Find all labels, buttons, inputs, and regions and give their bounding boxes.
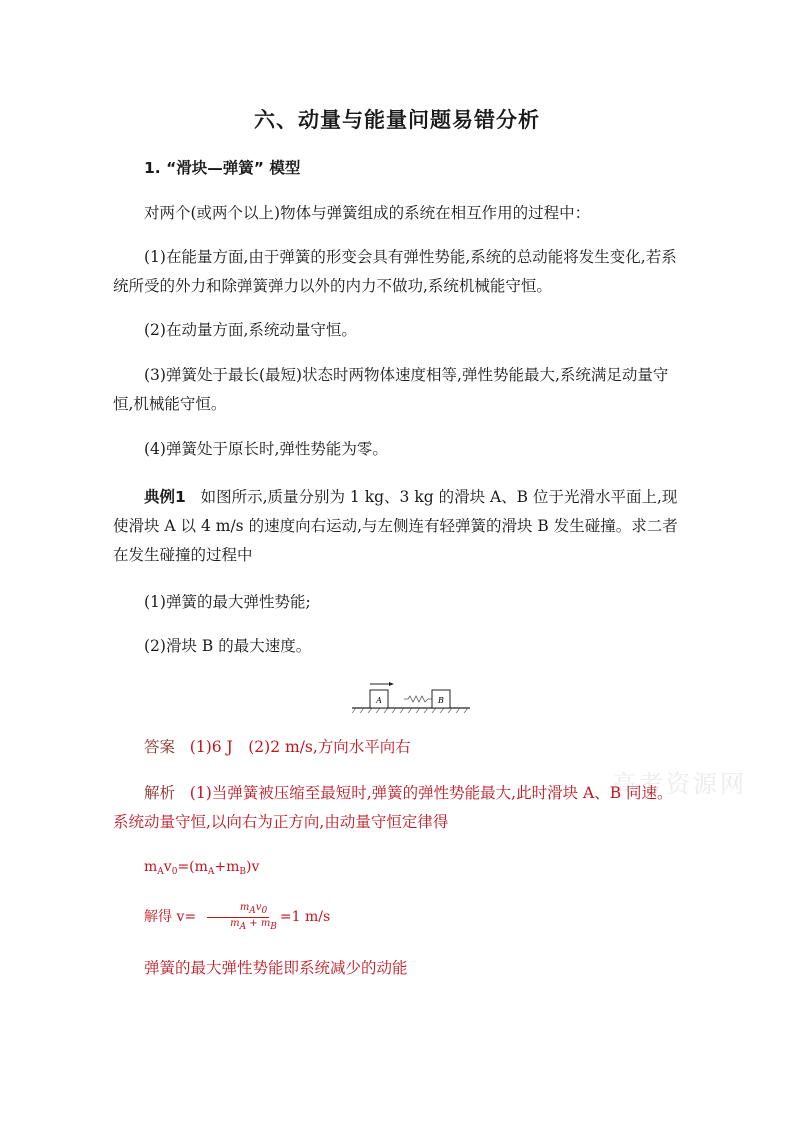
block-b-label: B	[438, 696, 444, 705]
page-title: 六、动量与能量问题易错分析	[254, 108, 540, 132]
example-paragraph	[113, 483, 685, 570]
section-heading: 1. “滑块—弹簧” 模型	[144, 159, 301, 177]
answer-paragraph	[113, 733, 685, 762]
point-3-paragraph: (3)弹簧处于最长(最短)状态时两物体速度相等,弹性势能最大,系统满足动量守恒,机械能守恒。	[113, 366, 669, 413]
point-2-paragraph: (2)在动量方面,系统动量守恒。	[144, 321, 357, 339]
analysis-paragraph	[113, 779, 685, 837]
velocity-arrowhead	[389, 682, 394, 686]
example-label: 典例1	[144, 488, 186, 506]
spring-block-diagram	[352, 680, 472, 716]
intro-paragraph: 对两个(或两个以上)物体与弹簧组成的系统在相互作用的过程中：	[144, 204, 591, 222]
solution-equation: 解得 v= $\frac{\text{mAv0}}{mA + mB}$ =1 m/s	[144, 901, 331, 932]
point-1-paragraph: (1)在能量方面,由于弹簧的形变会具有弹性势能,系统的总动能将发生变化,若系统所受的外力和除弹簧弹力以外的内力不做功,系统机械能守恒。	[113, 248, 677, 295]
point-4-paragraph: (4)弹簧处于原长时,弹性势能为零。	[144, 440, 388, 458]
analysis-text: (1)当弹簧被压缩至最短时,弹簧的弹性势能最大,此时滑块 A、B 同速。系统动量守恒,以向右为正方向,由动量守恒定律得	[113, 784, 673, 831]
ground-hatch	[352, 708, 468, 713]
analysis-conclusion: 弹簧的最大弹性势能即系统减少的动能	[144, 959, 408, 977]
spring	[404, 696, 432, 702]
answer-text: (1)6 J (2)2 m/s,方向水平向右	[189, 738, 411, 756]
analysis-label: 解析	[144, 784, 176, 802]
watermark: 高考资源网	[612, 770, 747, 798]
example-text: 如图所示,质量分别为 1 kg、3 kg 的滑块 A、B 位于光滑水平面上,现使滑块 A 以 4 m/s 的速度向右运动,与左侧连有轻弹簧的滑块 B 发生碰撞。求二者在发生碰撞的过程中	[113, 488, 678, 564]
block-a-label: A	[376, 696, 382, 705]
question-1: (1)弹簧的最大弹性势能;	[144, 593, 311, 611]
velocity-fraction: $\frac{\text{mAv0}}{mA + mB}$	[197, 902, 279, 933]
question-2: (2)滑块 B 的最大速度。	[144, 637, 312, 655]
momentum-equation: $m_Av_0=(m_A+m_B)v$	[144, 859, 260, 877]
answer-label: 答案	[144, 738, 176, 756]
